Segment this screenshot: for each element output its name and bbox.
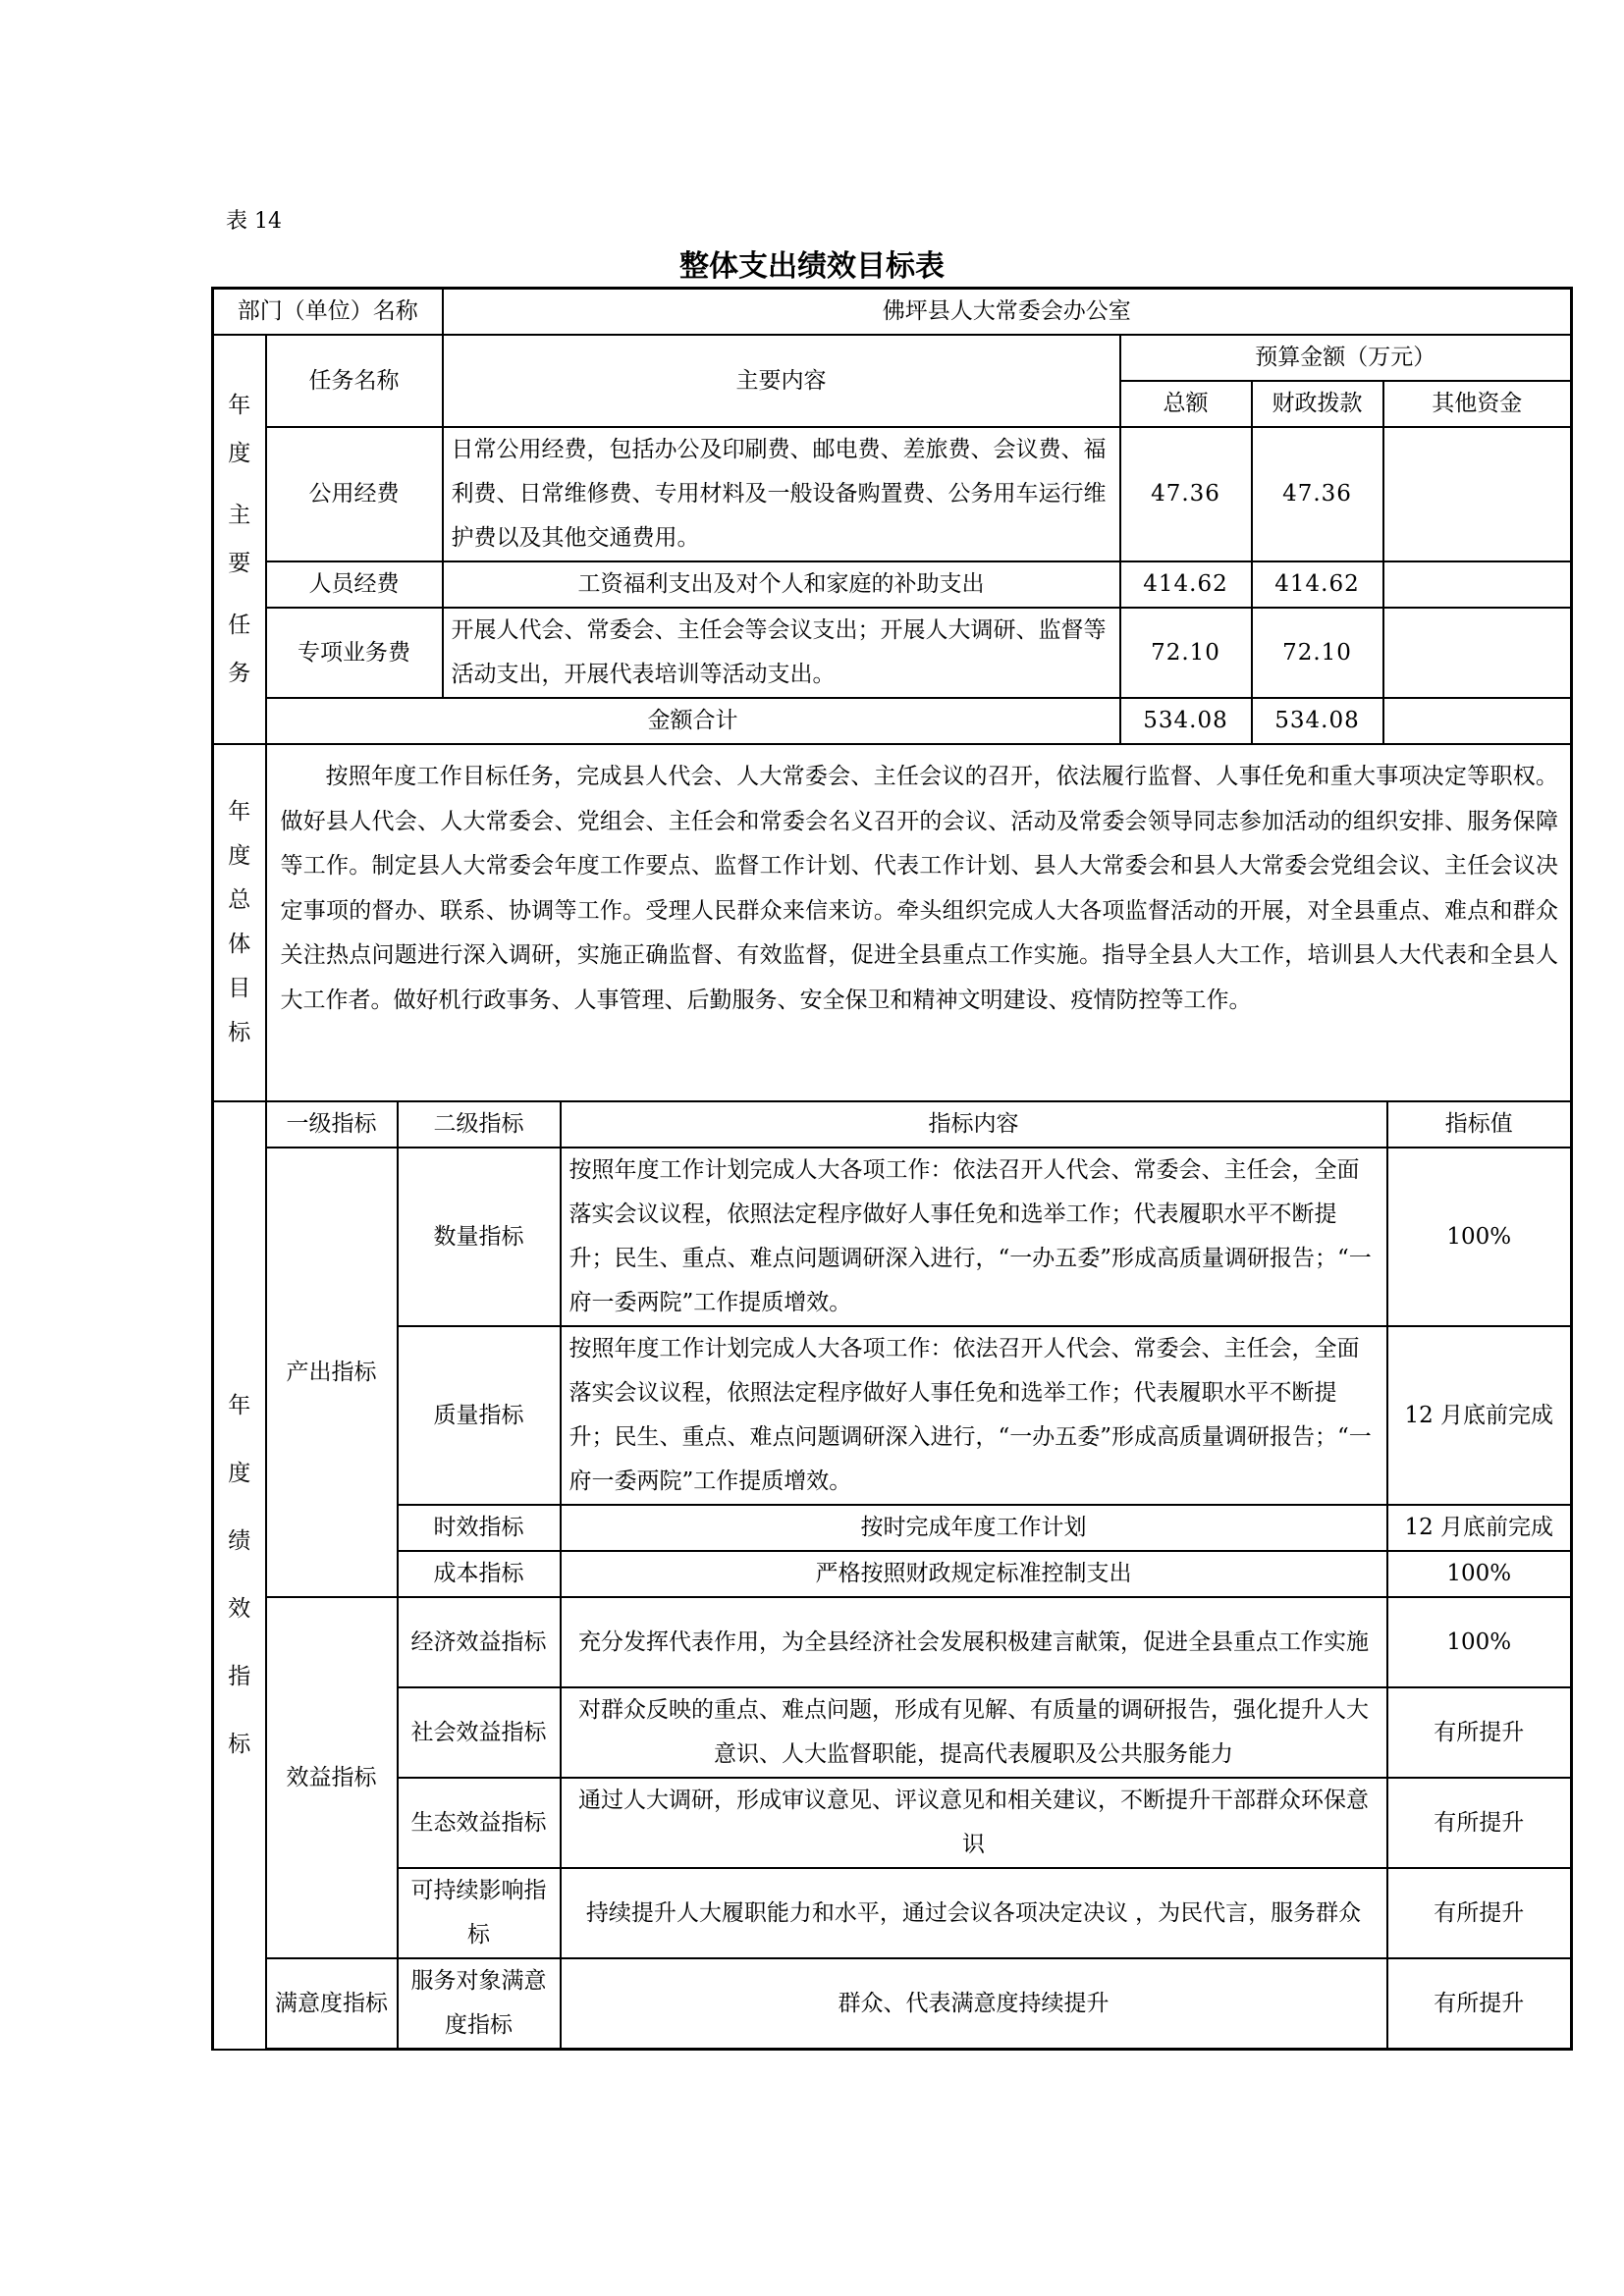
table-number: 表 14	[226, 209, 282, 234]
indicator-value: 100%	[1387, 1551, 1572, 1597]
task-content: 工资福利支出及对个人和家庭的补助支出	[443, 561, 1120, 608]
goal-section-label: 年 度 总 体 目 标	[213, 744, 266, 1101]
indicator-name: 数量指标	[398, 1148, 561, 1326]
task-fiscal: 47.36	[1252, 427, 1383, 561]
task-fiscal: 414.62	[1252, 561, 1383, 608]
indicator-row	[213, 1778, 1572, 1868]
indicator-content: 持续提升人大履职能力和水平，通过会议各项决定决议 ，为民代言，服务群众	[561, 1868, 1387, 1958]
indicator-value: 有所提升	[1387, 1958, 1572, 2050]
indicators-section-label: 年 度 绩 效 指 标	[213, 1101, 266, 2050]
indicator-value: 100%	[1387, 1148, 1572, 1326]
sum-fiscal: 534.08	[1252, 698, 1383, 744]
task-row	[213, 427, 1572, 561]
output-indicator-label: 产出指标	[266, 1148, 398, 1597]
indicator-row	[213, 1326, 1572, 1505]
task-other	[1383, 561, 1572, 608]
indicator-row	[213, 1868, 1572, 1958]
task-other	[1383, 427, 1572, 561]
col-fiscal: 财政拨款	[1252, 381, 1383, 427]
indicator-value: 100%	[1387, 1597, 1572, 1687]
indicator-value: 有所提升	[1387, 1778, 1572, 1868]
indicator-value: 12 月底前完成	[1387, 1505, 1572, 1551]
col-indicator-content: 指标内容	[561, 1101, 1387, 1148]
indicator-row	[213, 1597, 1572, 1687]
indicator-table	[211, 1100, 1573, 2051]
col-total: 总额	[1120, 381, 1252, 427]
task-total: 47.36	[1120, 427, 1252, 561]
col-task-name: 任务名称	[266, 335, 443, 427]
indicator-content: 群众、代表满意度持续提升	[561, 1958, 1387, 2050]
task-name: 公用经费	[266, 427, 443, 561]
budget-table	[211, 287, 1573, 1102]
indicator-name: 服务对象满意度指标	[398, 1958, 561, 2050]
sum-label: 金额合计	[266, 698, 1120, 744]
benefit-indicator-label: 效益指标	[266, 1597, 398, 1958]
unit-name: 佛坪县人大常委会办公室	[443, 289, 1572, 336]
task-row	[213, 561, 1572, 608]
unit-label: 部门（单位）名称	[213, 289, 443, 336]
indicator-value: 有所提升	[1387, 1868, 1572, 1958]
indicator-row	[213, 1958, 1572, 2050]
sum-row	[213, 698, 1572, 744]
indicator-name: 生态效益指标	[398, 1778, 561, 1868]
indicator-content: 充分发挥代表作用，为全县经济社会发展积极建言献策，促进全县重点工作实施	[561, 1597, 1387, 1687]
col-other: 其他资金	[1383, 381, 1572, 427]
indicator-content: 按照年度工作计划完成人大各项工作：依法召开人代会、常委会、主任会，全面落实会议议程，依照法定程序做好人事任免和选举工作；代表履职水平不断提升；民生、重点、难点问题调研深入进行，“一办五委”形成高质量调研报告；“一府一委两院”工作提质增效。	[561, 1326, 1387, 1505]
task-total: 72.10	[1120, 608, 1252, 698]
indicator-content: 按时完成年度工作计划	[561, 1505, 1387, 1551]
indicator-name: 可持续影响指标	[398, 1868, 561, 1958]
task-name: 人员经费	[266, 561, 443, 608]
task-content: 开展人代会、常委会、主任会等会议支出；开展人大调研、监督等活动支出，开展代表培训等活动支出。	[443, 608, 1120, 698]
indicator-row	[213, 1148, 1572, 1326]
task-content: 日常公用经费，包括办公及印刷费、邮电费、差旅费、会议费、福利费、日常维修费、专用材料及一般设备购置费、公务用车运行维护费以及其他交通费用。	[443, 427, 1120, 561]
task-fiscal: 72.10	[1252, 608, 1383, 698]
sum-total: 534.08	[1120, 698, 1252, 744]
indicator-name: 成本指标	[398, 1551, 561, 1597]
indicator-name: 社会效益指标	[398, 1687, 561, 1778]
task-other	[1383, 608, 1572, 698]
col-indicator-value: 指标值	[1387, 1101, 1572, 1148]
tasks-section-label: 年 度 主 要 任 务	[213, 335, 266, 744]
indicator-content: 按照年度工作计划完成人大各项工作：依法召开人代会、常委会、主任会，全面落实会议议程，依照法定程序做好人事任免和选举工作；代表履职水平不断提升；民生、重点、难点问题调研深入进行，“一办五委”形成高质量调研报告；“一府一委两院”工作提质增效。	[561, 1148, 1387, 1326]
indicator-name: 质量指标	[398, 1326, 561, 1505]
page-title: 整体支出绩效目标表	[679, 249, 945, 284]
indicator-row	[213, 1505, 1572, 1551]
task-name: 专项业务费	[266, 608, 443, 698]
sum-other	[1383, 698, 1572, 744]
indicator-content: 严格按照财政规定标准控制支出	[561, 1551, 1387, 1597]
overall-goal-text: 按照年度工作目标任务，完成县人代会、人大常委会、主任会议的召开，依法履行监督、人事任免和重大事项决定等职权。做好县人代会、人大常委会、党组会、主任会和常委会名义召开的会议、活动及常委会领导同志参加活动的组织安排、服务保障等工作。制定县人大常委会年度工作要点、监督工作计划、代表工作计划、县人大常委会和县人大常委会党组会议、主任会议决定事项的督办、联系、协调等工作。受理人民群众来信来访。牵头组织完成人大各项监督活动的开展，对全县重点、难点和群众关注热点问题进行深入调研，实施正确监督、有效监督，促进全县重点工作实施。指导全县人大工作，培训县人大代表和全县人大工作者。做好机行政事务、人事管理、后勤服务、安全保卫和精神文明建设、疫情防控等工作。	[266, 744, 1572, 1101]
indicator-value: 12 月底前完成	[1387, 1326, 1572, 1505]
task-total: 414.62	[1120, 561, 1252, 608]
indicator-row	[213, 1551, 1572, 1597]
col-budget: 预算金额（万元）	[1120, 335, 1572, 381]
indicator-content: 通过人大调研，形成审议意见、评议意见和相关建议，不断提升干部群众环保意识	[561, 1778, 1387, 1868]
col-level2: 二级指标	[398, 1101, 561, 1148]
col-level1: 一级指标	[266, 1101, 398, 1148]
col-main-content: 主要内容	[443, 335, 1120, 427]
task-row	[213, 608, 1572, 698]
indicator-name: 时效指标	[398, 1505, 561, 1551]
indicator-content: 对群众反映的重点、难点问题，形成有见解、有质量的调研报告，强化提升人大意识、人大监督职能，提高代表履职及公共服务能力	[561, 1687, 1387, 1778]
indicator-name: 经济效益指标	[398, 1597, 561, 1687]
indicator-value: 有所提升	[1387, 1687, 1572, 1778]
satisfaction-indicator-label: 满意度指标	[266, 1958, 398, 2050]
indicator-row	[213, 1687, 1572, 1778]
